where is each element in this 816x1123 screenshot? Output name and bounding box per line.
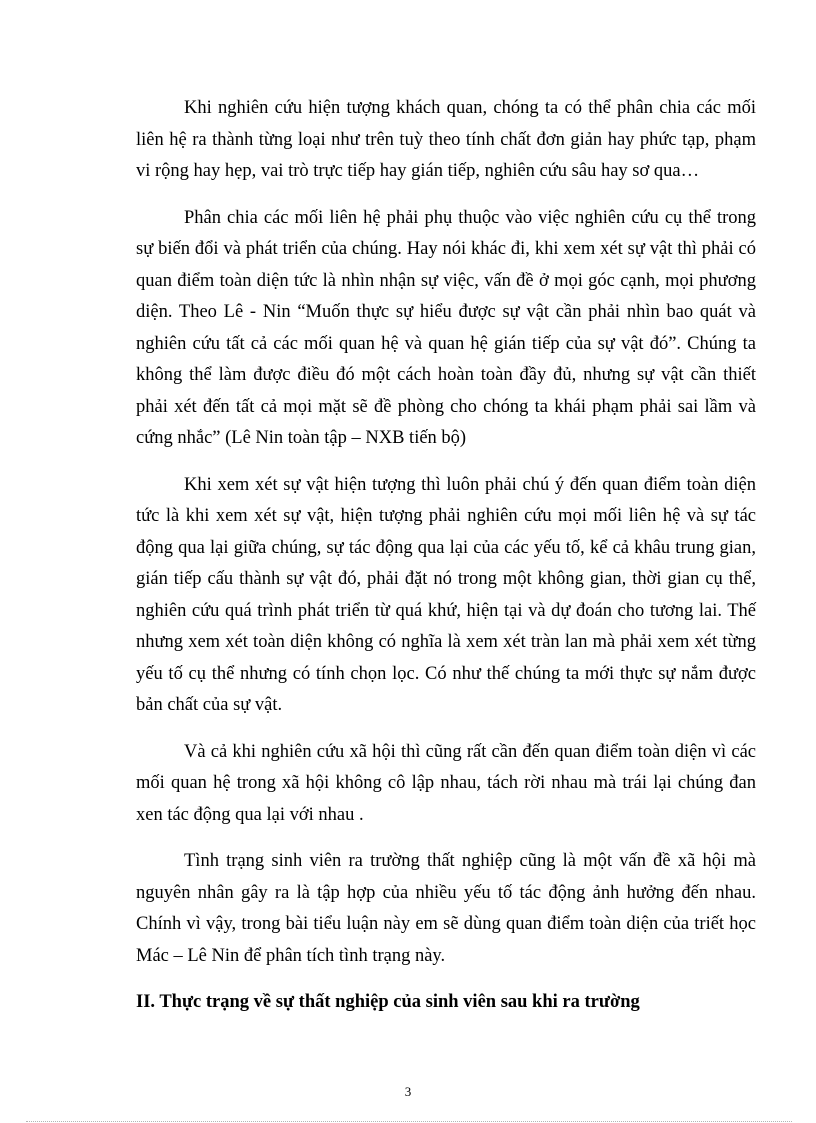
paragraph-4: Và cả khi nghiên cứu xã hội thì cũng rất cần đến quan điểm toàn diện vì các mối quan hệ trong xã hội không cô lập nhau, tách rời nhau mà trái lại chúng đan xen tác động qua lại với nhau . — [136, 741, 756, 825]
section-heading: II. Thực trạng về sự thất nghiệp của sinh viên sau khi ra trường — [136, 992, 640, 1012]
paragraph-5: Tình trạng sinh viên ra trường thất nghiệp cũng là một vấn đề xã hội mà nguyên nhân gây ra là tập hợp của nhiều yếu tố tác động ảnh hưởng đến nhau. Chính vì vậy, trong bài tiểu luận này em sẽ dùng quan điểm toàn diện của triết học Mác – Lê Nin để phân tích tình trạng này. — [136, 851, 756, 966]
paragraph-3: Khi xem xét sự vật hiện tượng thì luôn phải chú ý đến quan điểm toàn diện tức là khi xem xét sự vật, hiện tượng phải nghiên cứu mọi mối liên hệ và sự tác động qua lại giữa chúng, sự tác động qua lại của các yếu tố, kể cả khâu trung gian, gián tiếp cấu thành sự vật đó, phải đặt nó trong một không gian, thời gian cụ thể, nghiên cứu quá trình phát triển từ quá khứ, hiện tại và dự đoán cho tương lai. Thế nhưng xem xét toàn diện không có nghĩa là xem xét tràn lan mà phải xem xét từng yếu tố cụ thể nhưng có tính chọn lọc. Có như thế chúng ta mới thực sự nắm được bản chất của sự vật. — [136, 474, 756, 715]
page-number: 3 — [404, 1084, 412, 1099]
paragraph-1: Khi nghiên cứu hiện tượng khách quan, chóng ta có thể phân chia các mối liên hệ ra thành từng loại như trên tuỳ theo tính chất đơn giản hay phức tạp, phạm vi rộng hay hẹp, vai trò trực tiếp hay gián tiếp, nghiên cứu sâu hay sơ qua… — [136, 98, 756, 181]
page-bottom-border — [26, 1121, 792, 1122]
paragraph-2: Phân chia các mối liên hệ phải phụ thuộc vào việc nghiên cứu cụ thể trong sự biến đổi và phát triển của chúng. Hay nói khác đi, khi xem xét sự vật thì phải có quan điểm toàn diện tức là nhìn nhận sự việc, vấn đề ở mọi góc cạnh, mọi phương diện. Theo Lê - Nin “Muốn thực sự hiểu được sự vật cần phải nhìn bao quát và nghiên cứu tất cả các mối quan hệ và quan hệ gián tiếp của sự vật đó”. Chúng ta không thể làm được điều đó một cách hoàn toàn đầy đủ, nhưng sự vật cần thiết phải xét đến tất cả mọi mặt sẽ đề phòng cho chóng ta khái phạm phải sai lầm và cứng nhắc” (Lê Nin toàn tập – NXB tiến bộ) — [136, 207, 756, 448]
document-body — [136, 93, 756, 1019]
